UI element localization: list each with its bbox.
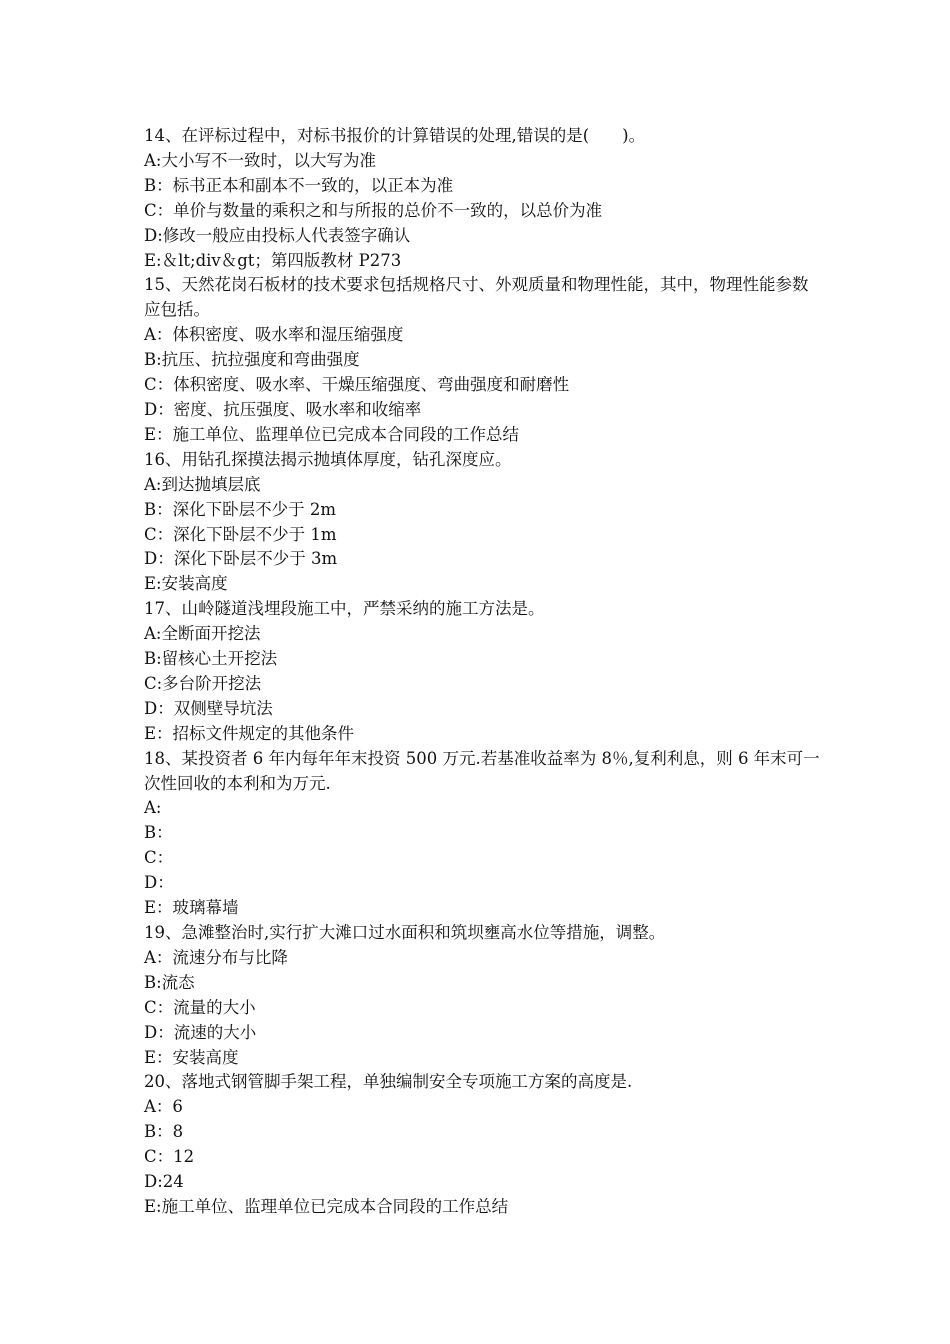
option-d: D：密度、抗压强度、吸水率和收缩率 bbox=[144, 399, 422, 419]
question-stem: 19、急滩整治时,实行扩大滩口过水面积和筑坝壅高水位等措施，调整。 bbox=[144, 923, 666, 942]
option-a: A:大小写不一致时，以大写为准 bbox=[144, 150, 376, 170]
option-b: B：标书正本和副本不一致的，以正本为准 bbox=[144, 175, 454, 195]
question-18 bbox=[144, 747, 824, 921]
option-e: E:安装高度 bbox=[144, 574, 228, 594]
option-a: A：流速分布与比降 bbox=[144, 947, 288, 967]
option-c: C：单价与数量的乘积之和与所报的总价不一致的，以总价为准 bbox=[144, 200, 603, 220]
option-b: B：深化下卧层不少于 2m bbox=[144, 499, 337, 519]
option-d: D:修改一般应由投标人代表签字确认 bbox=[144, 225, 411, 245]
option-c: C：深化下卧层不少于 1m bbox=[144, 524, 337, 544]
option-a: A:到达抛填层底 bbox=[144, 474, 261, 494]
option-b: B:流态 bbox=[144, 972, 195, 992]
option-e: E：安装高度 bbox=[144, 1047, 239, 1067]
option-b: B： bbox=[144, 823, 173, 843]
option-d: D:24 bbox=[144, 1172, 184, 1192]
question-20 bbox=[144, 1070, 824, 1219]
option-d: D：深化下卧层不少于 3m bbox=[144, 549, 338, 569]
option-b: B:抗压、抗拉强度和弯曲强度 bbox=[144, 350, 360, 370]
option-e: E:＆lt;div＆gt；第四版教材 P273 bbox=[144, 250, 402, 270]
option-e: E：玻璃幕墙 bbox=[144, 898, 239, 918]
question-14 bbox=[144, 124, 824, 273]
option-a: A：体积密度、吸水率和湿压缩强度 bbox=[144, 325, 404, 345]
option-d: D： bbox=[144, 873, 174, 893]
option-c: C：体积密度、吸水率、干燥压缩强度、弯曲强度和耐磨性 bbox=[144, 375, 570, 395]
option-c: C：12 bbox=[144, 1147, 195, 1167]
option-d: D：流速的大小 bbox=[144, 1022, 257, 1042]
option-e: E：施工单位、监理单位已完成本合同段的工作总结 bbox=[144, 424, 520, 444]
question-16 bbox=[144, 448, 824, 597]
option-c: C:多台阶开挖法 bbox=[144, 673, 262, 693]
question-19 bbox=[144, 921, 824, 1070]
document-page bbox=[144, 124, 824, 1220]
question-stem: 14、在评标过程中，对标书报价的计算错误的处理,错误的是( )。 bbox=[144, 126, 646, 145]
option-a: A:全断面开挖法 bbox=[144, 624, 261, 644]
question-stem: 18、某投资者 6 年内每年年末投资 500 万元.若基准收益率为 8％,复利利息，则 6 年末可一次性回收的本利和为万元. bbox=[144, 748, 820, 793]
option-e: E：招标文件规定的其他条件 bbox=[144, 723, 355, 743]
question-stem: 15、天然花岗石板材的技术要求包括规格尺寸、外观质量和物理性能，其中，物理性能参数应包括。 bbox=[144, 275, 809, 320]
question-15 bbox=[144, 273, 824, 447]
option-d: D：双侧壁导坑法 bbox=[144, 698, 273, 718]
option-c: C： bbox=[144, 848, 174, 868]
question-stem: 20、落地式钢管脚手架工程，单独编制安全专项施工方案的高度是. bbox=[144, 1072, 633, 1092]
option-c: C：流量的大小 bbox=[144, 997, 256, 1017]
question-17 bbox=[144, 597, 824, 746]
option-b: B：8 bbox=[144, 1122, 184, 1142]
question-stem: 17、山岭隧道浅埋段施工中，严禁采纳的施工方法是。 bbox=[144, 599, 545, 619]
option-a: A: bbox=[144, 798, 162, 818]
option-e: E:施工单位、监理单位已完成本合同段的工作总结 bbox=[144, 1196, 509, 1216]
option-b: B:留核心土开挖法 bbox=[144, 649, 278, 669]
option-a: A：6 bbox=[144, 1097, 183, 1117]
question-stem: 16、用钻孔探摸法揭示抛填体厚度，钻孔深度应。 bbox=[144, 449, 512, 469]
